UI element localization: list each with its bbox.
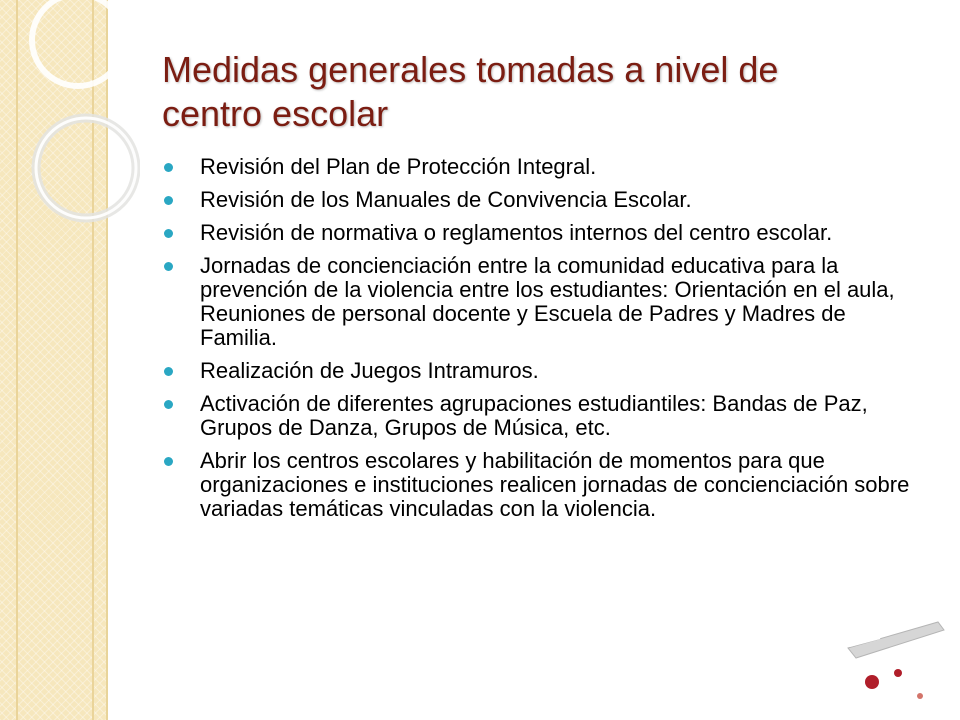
- bullet-list: [164, 155, 924, 530]
- bullet-dot-icon: [164, 262, 173, 271]
- bullet-item: [164, 155, 924, 179]
- red-dot-icon: [865, 675, 879, 689]
- bullet-item: [164, 188, 924, 212]
- corner-decoration: [820, 600, 960, 720]
- bullet-item: [164, 221, 924, 245]
- bullet-dot-icon: [164, 400, 173, 409]
- bullet-text: Jornadas de concienciación entre la comunidad educativa para la prevención de la violencia entre los estudiantes: Orientación en el aula, Reuniones de personal docente y Escuela de Padres y Madres de Familia.: [200, 253, 895, 350]
- red-dot-icon: [917, 693, 923, 699]
- bullet-item: [164, 254, 924, 350]
- bullet-text: Activación de diferentes agrupaciones estudiantiles: Bandas de Paz, Grupos de Danza, Grupos de Música, etc.: [200, 391, 868, 440]
- bullet-dot-icon: [164, 457, 173, 466]
- bullet-item: [164, 449, 924, 521]
- bullet-text: Abrir los centros escolares y habilitación de momentos para que organizaciones e instituciones realicen jornadas de concienciación sobre variadas temáticas vinculadas con la violencia.: [200, 448, 910, 521]
- bullet-text: Revisión del Plan de Protección Integral.: [200, 154, 597, 179]
- slide-title: Medidas generales tomadas a nivel de centro escolar: [162, 49, 779, 134]
- bullet-text: Revisión de los Manuales de Convivencia Escolar.: [200, 187, 692, 212]
- bullet-text: Realización de Juegos Intramuros.: [200, 358, 539, 383]
- bullet-text: Revisión de normativa o reglamentos internos del centro escolar.: [200, 220, 833, 245]
- bullet-dot-icon: [164, 367, 173, 376]
- bullet-item: [164, 392, 924, 440]
- bullet-dot-icon: [164, 229, 173, 238]
- bullet-dot-icon: [164, 196, 173, 205]
- bullet-item: [164, 359, 924, 383]
- red-dot-icon: [894, 669, 902, 677]
- decorative-circles: [0, 0, 140, 280]
- bullet-dot-icon: [164, 163, 173, 172]
